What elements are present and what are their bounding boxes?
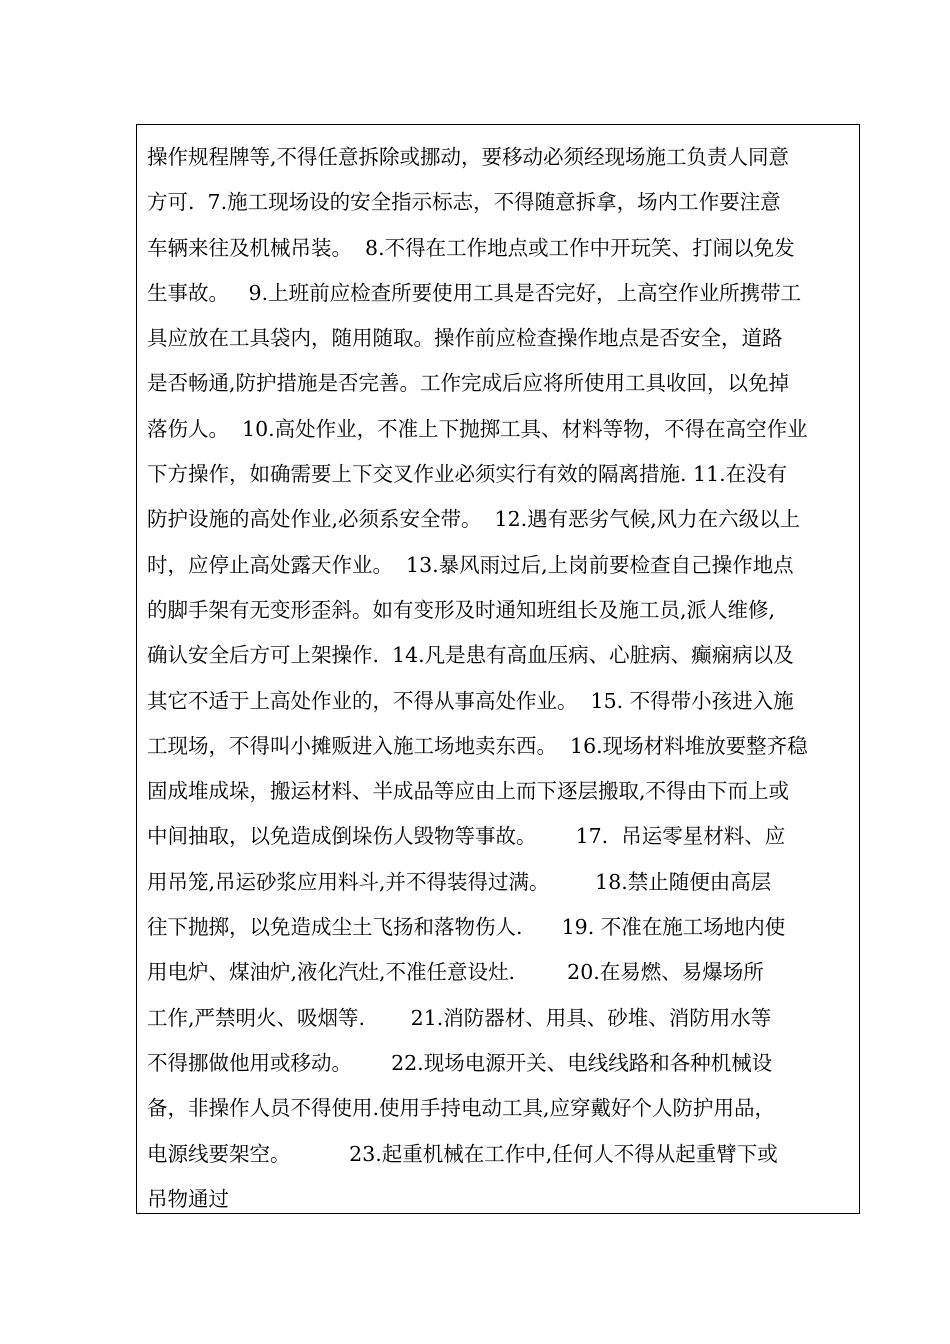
document-frame: [136, 124, 860, 1214]
document-line: 的脚手架有无变形歪斜。如有变形及时通知班组长及施工员,派人维修,: [147, 597, 776, 622]
document-line: 工现场，不得叫小摊贩进入施工场地卖东西。 16.现场材料堆放要整齐稳: [147, 733, 808, 758]
document-line: 不得挪做他用或移动。 22.现场电源开关、电线线路和各种机械设: [147, 1050, 773, 1075]
document-line: 操作规程牌等,不得任意拆除或挪动，要移动必须经现场施工负责人同意: [147, 145, 790, 169]
document-line: 方可. 7.施工现场设的安全指示标志，不得随意拆拿，场内工作要注意: [147, 190, 781, 215]
document-line: 具应放在工具袋内，随用随取。操作前应检查操作地点是否安全，道路: [147, 326, 783, 351]
document-line: 备，非操作人员不得使用.使用手持电动工具,应穿戴好个人防护用品，: [147, 1096, 776, 1121]
document-line: 用电炉、煤油炉,液化汽灶,不准任意设灶. 20.在易燃、易爆场所: [147, 960, 764, 985]
document-line: 是否畅通,防护措施是否完善。工作完成后应将所使用工具收回，以免掉: [147, 371, 790, 396]
document-line: 其它不适于上高处作业的，不得从事高处作业。 15. 不得带小孩进入施: [147, 688, 794, 713]
document-line: 吊物通过: [147, 1186, 229, 1211]
document-line: 下方操作，如确需要上下交叉作业必须实行有效的隔离措施. 11.在没有: [147, 462, 788, 487]
document-line: 电源线要架空。 23.起重机械在工作中,任何人不得从起重臂下或: [147, 1141, 778, 1166]
document-line: 中间抽取，以免造成倒垛伤人毁物等事故。 17. 吊运零星材料、应: [147, 824, 786, 849]
document-line: 车辆来往及机械吊装。 8.不得在工作地点或工作中开玩笑、打闹以免发: [147, 235, 795, 260]
document-line: 固成堆成垛，搬运材料、半成品等应由上而下逐层搬取,不得由下而上或: [147, 779, 790, 804]
document-line: 用吊笼,吊运砂浆应用料斗,并不得装得过满。 18.禁止随便由高层: [147, 869, 772, 894]
document-line: 工作,严禁明火、吸烟等. 21.消防器材、用具、砂堆、消防用水等: [147, 1005, 772, 1030]
document-line: 落伤人。 10.高处作业，不准上下抛掷工具、材料等物，不得在高空作业: [147, 416, 808, 441]
document-body: [147, 135, 849, 1222]
document-line: 时，应停止高处露天作业。 13.暴风雨过后,上岗前要检查自己操作地点: [147, 552, 794, 577]
document-line: 确认安全后方可上架操作. 14.凡是患有高血压病、心脏病、癫痫病以及: [147, 643, 794, 668]
document-line: 生事故。 9.上班前应检查所要使用工具是否完好，上高空作业所携带工: [147, 280, 802, 305]
document-line: 防护设施的高处作业,必须系安全带。 12.遇有恶劣气候,风力在六级以上: [147, 507, 801, 532]
document-line: 往下抛掷，以免造成尘土飞扬和落物伤人. 19. 不准在施工场地内使: [147, 915, 786, 940]
